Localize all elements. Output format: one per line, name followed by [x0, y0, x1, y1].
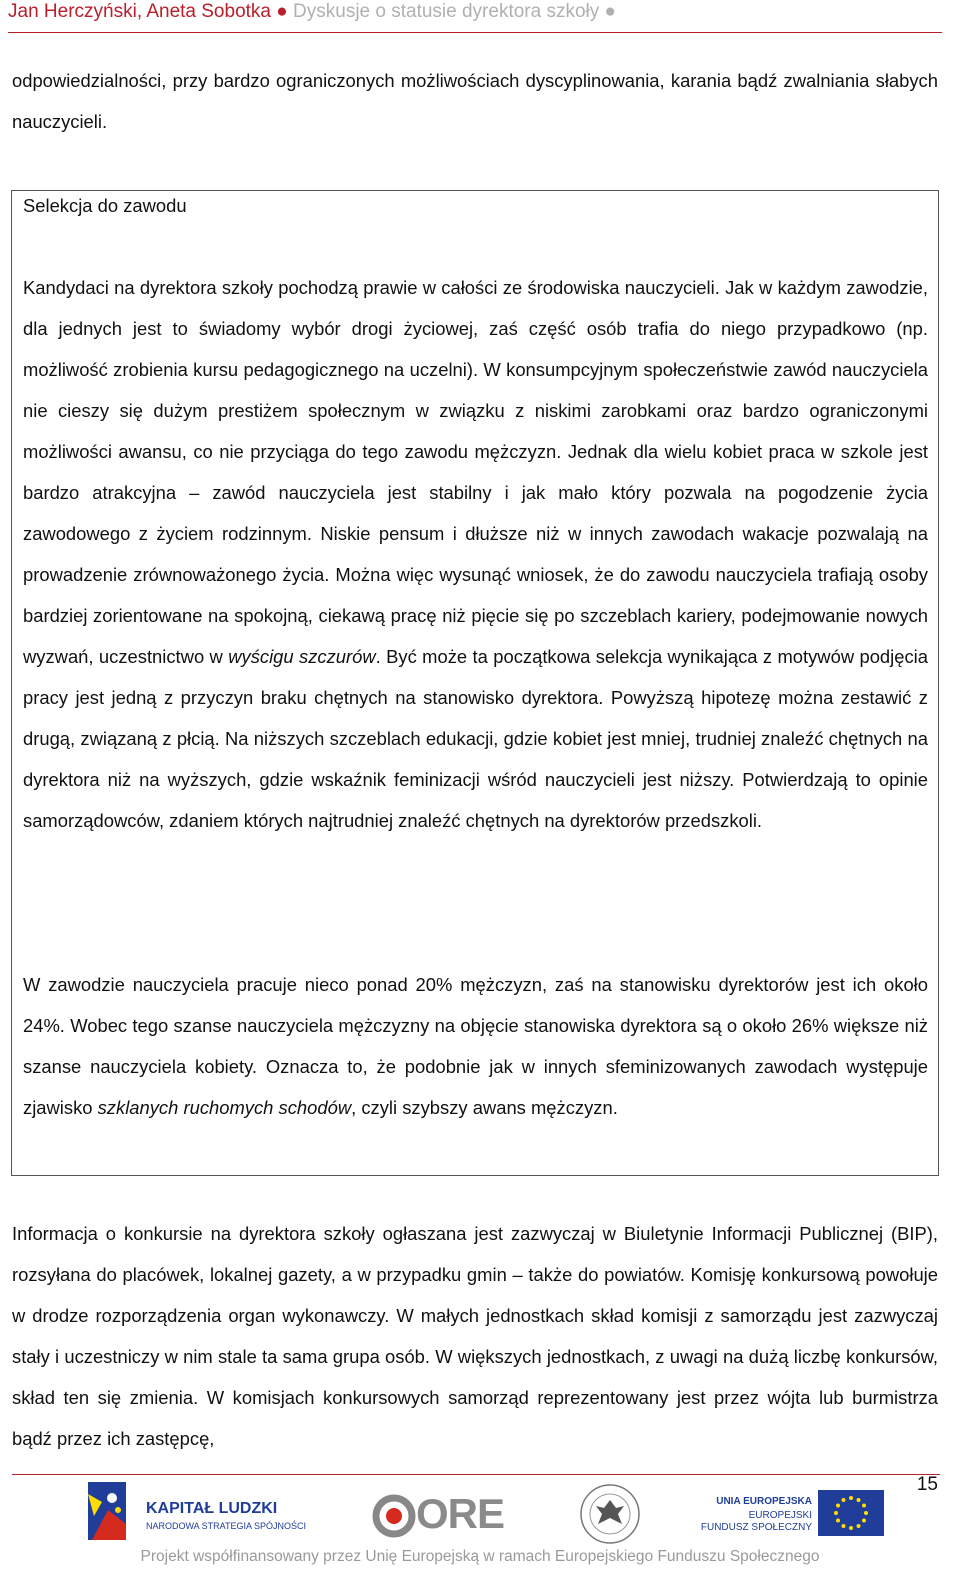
eu-line-1: UNIA EUROPEJSKA: [716, 1496, 812, 1507]
university-seal: [578, 1482, 642, 1551]
ore-logo: [372, 1490, 505, 1543]
kapital-title: KAPITAŁ LUDZKI: [146, 1500, 278, 1517]
box-paragraph-2: [23, 964, 928, 1128]
header-authors: Jan Herczyński, Aneta Sobotka: [8, 1, 271, 22]
header-separator: ●: [276, 1, 288, 22]
box-paragraph-1: [23, 267, 928, 841]
eagle-seal-icon: [578, 1482, 642, 1546]
box-p1-part-a: Kandydaci na dyrektora szkoły pochodzą prawie w całości ze środowiska nauczycieli. Jak w każdym zawodzie, dla jednych jest to świadomy wybór drogi życiowej, zaś część osób trafia do niego przypadkowo (np. możliwość zrobienia kursu pedagogicznego na uczelni). W konsumpcyjnym społeczeństwie zawód nauczyciela nie cieszy się dużym prestiżem społecznym w związku z niskimi zarobkami oraz bardzo ograniczonymi możliwości awansu, co nie przyciąga do tego zawodu mężczyzn. Jednak dla wielu kobiet praca w szkole jest bardzo atrakcyjna – zawód nauczyciela jest stabilny i jak mało który pozwala na pogodzenie życia zawodowego z życiem rodzinnym. Niskie pensum i dłuższe niż w innych zawodach wakacje pozwalają na prowadzenie zrównoważonego życia. Można więc wysunąć wniosek, że do zawodu nauczyciela trafiają osoby bardziej zorientowane na spokojną, ciekawą pracę niż pięcie się po szczeblach kariery, podejmowanie nowych wyzwań, uczestnictwo w: [23, 277, 928, 667]
header-title: Dyskusje o statusie dyrektora szkoły: [293, 1, 600, 22]
page-number: 15: [916, 1474, 938, 1495]
outro-paragraph: Informacja o konkursie na dyrektora szkoły ogłaszana jest zazwyczaj w Biuletynie Informacji Publicznej (BIP), rozsyłana do placówek, lokalnej gazety, a w przypadku gmin – także do powiatów. Komisję konkursową powołuje w drodze rozporządzenia organ wykonawczy. W małych jednostkach skład komisji z samorządu jest zazwyczaj stały i uczestniczy w nim stale ta sama grupa osób. W większych jednostkach, z uwagi na dużą liczbę konkursów, skład ten się zmienia. W komisjach konkursowych samorząd reprezentowany jest przez wójta lub burmistrza bądź przez ich zastępcę,: [12, 1223, 938, 1449]
running-header: [8, 0, 942, 33]
box-p2-part-a: W zawodzie nauczyciela pracuje nieco ponad 20% mężczyzn, zaś na stanowisku dyrektorów jest ich około 24%. Wobec tego szanse nauczyciela mężczyzny na objęcie stanowiska dyrektora są o około 26% większe niż szanse nauczyciela kobiety. Oznacza to, że podobnie jak w innych sfeminizowanych zawodach występuje zjawisko: [23, 974, 928, 1118]
box-p2-emphasis: szklanych ruchomych schodów: [97, 1097, 352, 1118]
text-box: [11, 190, 939, 1176]
footer-cofinancing-note: Projekt współfinansowany przez Unię Europejską w ramach Europejskiego Funduszu Społecznego: [140, 1548, 820, 1565]
eu-line-3: FUNDUSZ SPOŁECZNY: [700, 1522, 812, 1533]
footer-rule: [12, 1474, 940, 1475]
box-p2-part-b: , czyli szybszy awans mężczyzn.: [351, 1097, 618, 1118]
box-p1-part-b: . Być może ta początkowa selekcja wynikająca z motywów podjęcia pracy jest jedną z przyczyn braku chętnych na stanowisko dyrektora. Powyższą hipotezę można zestawić z drugą, związaną z płcią. Na niższych szczeblach edukacji, gdzie kobiet jest mniej, trudniej znaleźć chętnych na dyrektora niż na wyższych, gdzie wskaźnik feminizacji wśród nauczycieli jest niższy. Potwierdzają to opinie samorządowców, zdaniem których najtrudniej znaleźć chętnych na dyrektorów przedszkoli.: [23, 646, 928, 831]
box-p1-emphasis: wyścigu szczurów: [228, 646, 376, 667]
kapital-subtitle: NARODOWA STRATEGIA SPÓJNOŚCI: [146, 1521, 307, 1531]
eu-flag-icon: [818, 1490, 884, 1536]
kapital-ludzki-logo: [88, 1480, 310, 1549]
eu-line-2: EUROPEJSKI: [748, 1510, 812, 1521]
box-heading: Selekcja do zawodu: [23, 195, 187, 216]
intro-paragraph: odpowiedzialności, przy bardzo ograniczonych możliwościach dyscyplinowania, karania bądź zwalniania słabych nauczycieli.: [12, 70, 938, 132]
ore-text: ORE: [416, 1490, 505, 1537]
header-end-mark: ●: [604, 1, 617, 22]
